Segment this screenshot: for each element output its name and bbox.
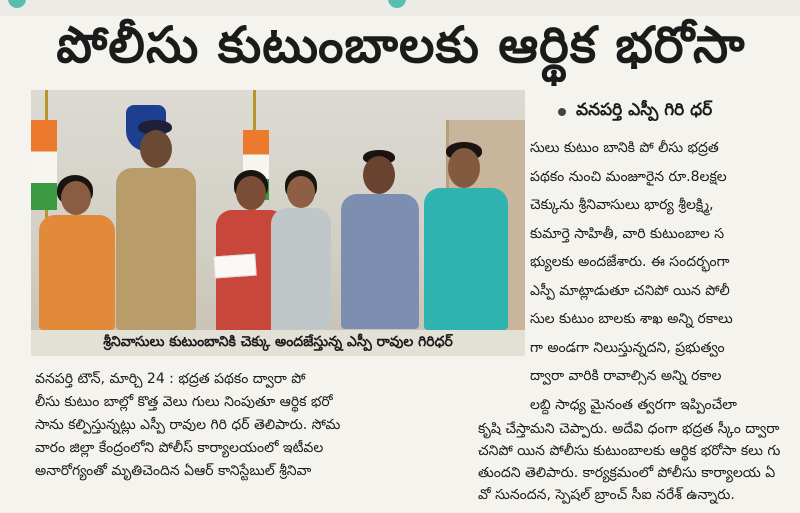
ornament-center <box>388 0 406 8</box>
flag <box>31 120 57 210</box>
news-photo <box>31 90 525 330</box>
text-line: చెక్కును శ్రీనివాసులు భార్య శ్రీలక్ష్మి, <box>530 197 714 213</box>
text-line: వనపర్తి టౌన్, మార్చి 24 : భద్రత పథకం ద్వారా పో <box>35 371 306 387</box>
text-line: లబ్ది సాధ్య మైనంత త్వరగా ఇప్పించేలా <box>530 396 737 413</box>
text-line: సులు కుటుం బానికి పో లీసు భద్రత <box>530 140 719 156</box>
bullet-icon <box>558 108 566 116</box>
text-line: పథకం నుంచి మంజూరైన రూ.8లక్షల <box>530 168 727 185</box>
byline <box>538 97 788 127</box>
text-line: గా అండగా నిలుస్తున్నదని, ప్రభుత్వం <box>530 339 725 356</box>
text-line: వారం జిల్లా కేంద్రంలోని పోలీస్ కార్యాలయంలో ఇటీవల <box>35 440 324 456</box>
text-line: కుమార్తె సాహితీ, వారి కుటుంబాల స <box>530 225 725 242</box>
article-right-column-lower <box>478 418 796 506</box>
cheque <box>213 254 256 279</box>
text-line: అనారోగ్యంతో మృతిచెందిన ఏఆర్ కానిస్టేబుల్ శ్రీనివా <box>35 463 312 479</box>
text-line: చనిపో యిన పోలీసు కుటుంబాలకు ఆర్థిక భరోసా కలు గు <box>478 443 781 459</box>
text-line: సుల కుటుం బాలకు శాఖ అన్ని రకాలు <box>530 311 733 327</box>
ornament-left <box>8 0 26 8</box>
headline: పోలీసు కుటుంబాలకు ఆర్థిక భరోసా <box>56 16 746 74</box>
article-right-column <box>530 134 795 419</box>
text-line: వో సునందన, స్పెషల్ బ్రాంచ్ సీఐ నరేశ్ ఉన్నారు. <box>478 487 735 503</box>
text-line: ఎస్పీ మాట్లాడుతూ చనిపో యిన పోలీ <box>530 282 730 299</box>
text-line: ద్వారా వారికి రావాల్సిన అన్ని రకాల <box>530 368 722 384</box>
article-left-column <box>35 368 475 483</box>
text-line: సాను కల్పిస్తున్నట్లు ఎస్పీ రావుల గిరి ధర్ తెలిపారు. సోమ <box>35 417 341 433</box>
text-line: లీసు కుటుం బాల్లో కొత్త వెలు గులు నింపుతూ ఆర్థిక భరో <box>35 394 333 410</box>
text-line: భ్యులకు అందజేశారు. ఈ సందర్భంగా <box>530 254 730 270</box>
byline-text: వనపర్తి ఎస్పీ గిరి ధర్ <box>576 100 713 120</box>
text-line: కృషి చేస్తామని చెప్పారు. అదేవి ధంగా భద్రత స్కీం ద్వారా <box>478 421 780 437</box>
text-line: తుందని తెలిపారు. కార్యక్రమంలో పోలీసు కార్యాలయ ఏ <box>478 465 776 481</box>
page-top-strip <box>0 0 800 16</box>
photo-caption: శ్రీనివాసులు కుటుంబానికి చెక్కు అందజేస్తున్న ఎస్పీ రావుల గిరిధర్ <box>31 330 525 356</box>
